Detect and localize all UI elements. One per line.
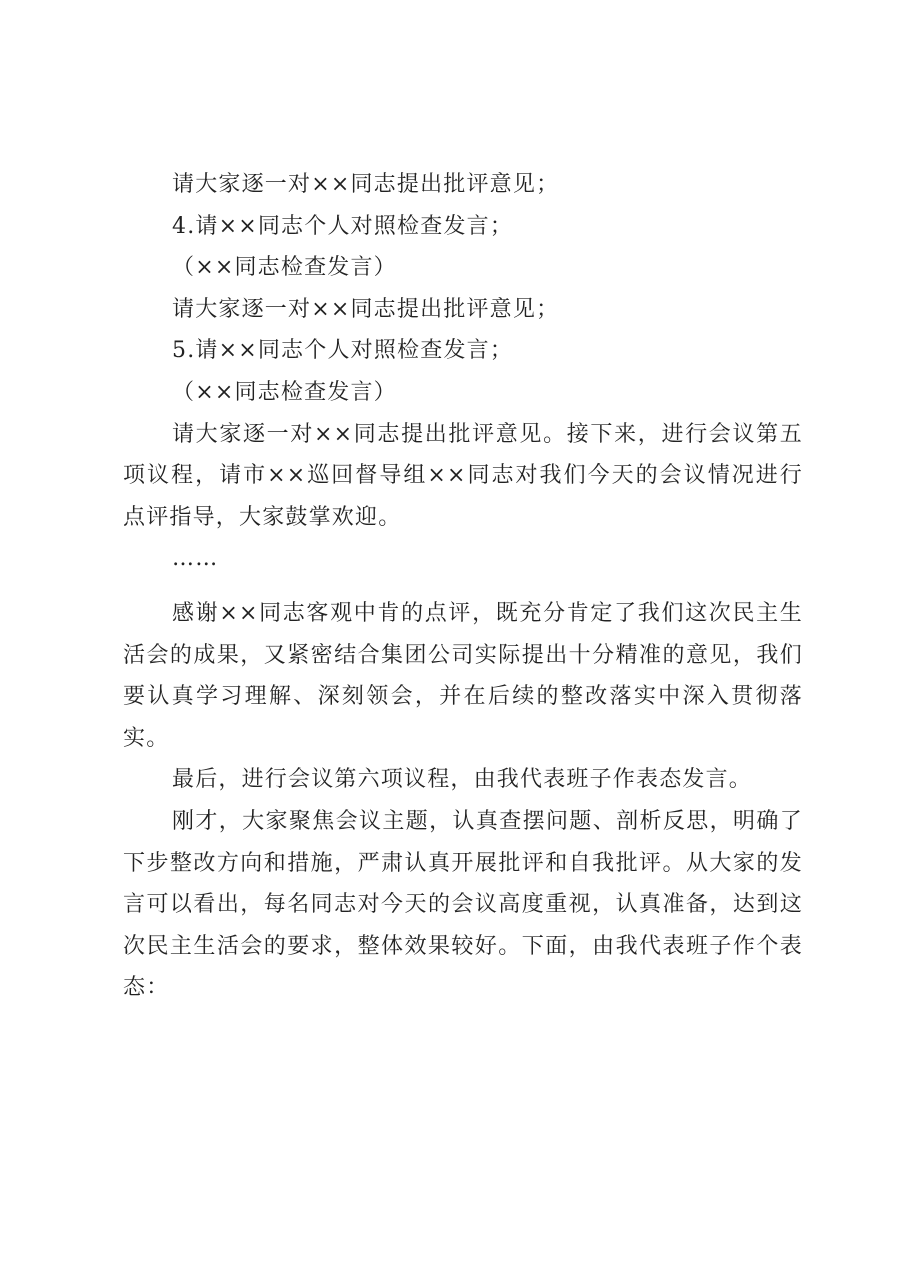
- paragraph: （××同志检查发言）: [172, 255, 397, 281]
- paragraph: 感谢××同志客观中肯的点评，既充分肯定了我们这次民主生活会的成果，又紧密结合集团公司实际提出十分精准的意见，我们要认真学习理解、深刻领会，并在后续的整改落实中深入贯彻落实。: [123, 600, 803, 751]
- paragraph: （××同志检查发言）: [172, 379, 397, 405]
- paragraph: 刚才，大家聚焦会议主题，认真查摆问题、剖析反思，明确了下步整改方向和措施，严肃认真开展批评和自我批评。从大家的发言可以看出，每名同志对今天的会议高度重视，认真准备，达到这次民主生活会的要求，整体效果较好。下面，由我代表班子作个表态：: [123, 808, 803, 1001]
- ellipsis-paragraph: ……: [172, 546, 219, 572]
- document-body: [123, 164, 803, 1009]
- paragraph: 5.请××同志个人对照检查发言；: [172, 338, 514, 364]
- paragraph: 请大家逐一对××同志提出批评意见；: [172, 172, 560, 197]
- paragraph: 请大家逐一对××同志提出批评意见；: [172, 296, 560, 322]
- paragraph: 4.请××同志个人对照检查发言；: [172, 213, 514, 239]
- paragraph: 最后，进行会议第六项议程，由我代表班子作表态发言。: [172, 767, 753, 793]
- paragraph: 请大家逐一对××同志提出批评意见。接下来，进行会议第五项议程，请市××巡回督导组××同志对我们今天的会议情况进行点评指导，大家鼓掌欢迎。: [123, 421, 803, 530]
